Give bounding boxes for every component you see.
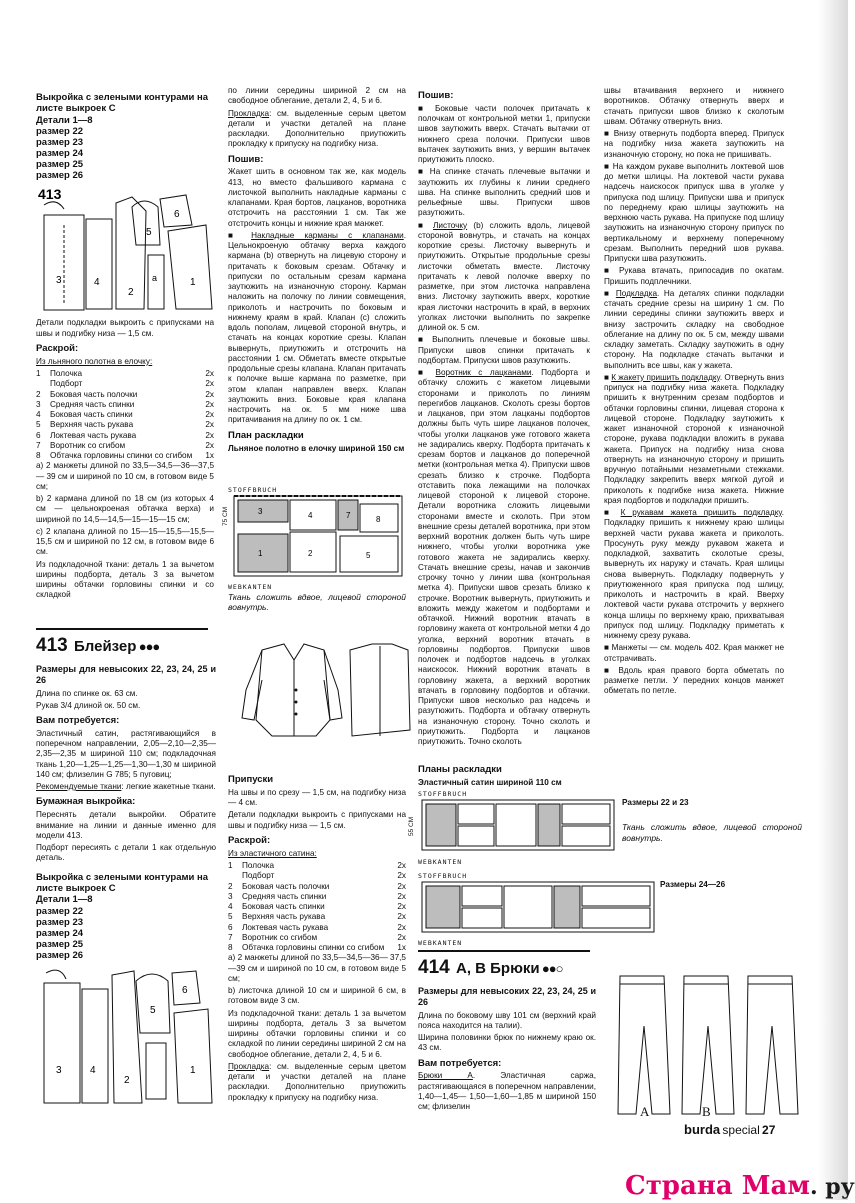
pattern-box-1 <box>36 92 214 181</box>
part-item: 4 Боковая часть спинки 2x <box>228 902 406 911</box>
svg-text:4: 4 <box>308 511 313 521</box>
pattern-pieces-figure-1 <box>36 185 214 315</box>
paper-pattern-text-2: Подборт пересиять с детали 1 как отдельную деталь. <box>36 843 216 863</box>
column-2 <box>228 86 406 456</box>
sewing-cont-4: ■ Рукава втачать, припосадив по окатам. Пришить подплечники. <box>604 266 784 286</box>
hem-width: Ширина половинки брюк по нижнему краю ок. 43 см. <box>418 1033 596 1053</box>
part-item: 3 Средняя часть спинки 2x <box>36 399 214 409</box>
paper-pattern-title: Бумажная выкройка: <box>36 796 136 808</box>
part-item: Подборт 2x <box>242 871 406 881</box>
layout-diagram-sizes-24-26 <box>418 880 658 936</box>
fold-label-2: STOFFBRUCH <box>418 871 468 880</box>
trousers-label-a: A <box>640 1104 650 1119</box>
extra-part-a: а) 2 манжеты длиной по 33,5—34,5—36— 37,5—39 см и шириной по 10 см, в готовом виде 5 см; <box>228 953 406 983</box>
recommended-fabrics: Рекомендуемые ткани: легкие жакетные ткани. <box>36 782 216 792</box>
cutting-fabric: Из льняного полотна в елочку: <box>36 356 153 366</box>
materials-title: Вам потребуется: <box>36 715 120 726</box>
part-item: 3 Средняя часть спинки 2x <box>228 891 406 901</box>
layout-diagram-sizes-22-23 <box>418 798 618 854</box>
size-row-25: размер 25 <box>36 159 84 171</box>
column-4 <box>604 86 784 699</box>
part-item: 2 Боковая часть полочки 2x <box>228 881 406 891</box>
layout-plans-title: Планы раскладки <box>418 764 502 775</box>
lining-continued: по линии середины шириной 2 см на свободное облегание, детали 2, 4, 5 и 6. <box>228 86 406 106</box>
page-number: 27 <box>762 1123 776 1137</box>
sewing-step-1: ■ Боковые части полочек притачать к полочкам от контрольной метки 1, припуски швов заутюжить вверх. Стачать вытачки от нижнего среза полочки. Припуски швов вытачек заутюжить вниз, у вершин вытачек приутюжить плоско. <box>418 103 590 165</box>
part-item: 1 Полочка 2x <box>228 861 406 870</box>
figure-number: 413 <box>38 186 62 203</box>
svg-text:5: 5 <box>150 1004 156 1016</box>
trousers-illustration <box>600 966 810 1126</box>
model-name: Блейзер <box>73 638 137 655</box>
svg-text:3: 3 <box>258 507 263 517</box>
allowances-title: Припуски <box>228 774 274 785</box>
pattern-box-details: Детали 1—8 <box>36 894 93 906</box>
part-item: 5 Верхняя часть рукава 2x <box>228 912 406 922</box>
selvage-label: WEBKANTEN <box>228 583 273 592</box>
column-1-lower <box>36 664 216 1116</box>
part-item: 5 Верхняя часть рукава 2x <box>36 420 214 430</box>
size-row-22: размер 22 <box>36 905 84 917</box>
difficulty-dots: ●●● <box>138 639 160 654</box>
interfacing-note: Прокладка: см. выделенные серым цветом детали и участки деталей на плане раскладки. Дополнительно приутюжить прокладку к припуску на подгибку низа. <box>228 108 406 149</box>
size-row-23: размер 23 <box>36 137 84 149</box>
cutting-title: Раскрой: <box>36 342 79 354</box>
svg-text:4: 4 <box>94 277 100 289</box>
sewing-cont-3: ■ На каждом рукаве выполнить локтевой шов до метки шлицы. На локтевой части рукава надсечь наискосок припуск шва в уголке у припуска под шлицу. Припуски шва и припуск по переднему краю шлицы заутюжить на верхнюю часть рукава. На припуске под шлицу заутюжить на изнаночную сторону припуск по вертикальному и верхнему поперечному срезам. Выполнить передний шов рукава. Припуски шва разутюжить. <box>604 161 784 263</box>
sewing-cont-6: ■ К жакету пришить подкладку. Отвернуть вниз припуск на подгибку низа жакета. Подкладку пришить к внутренним срезам подбортов и обтачки горловины спинки, лицевая сторона к лицевой стороне. Подкладку заутюжить к жакет изнаночной стороной к изнаночной стороне, рукава подкладки вложить в рукава жакета. Припуск на подгибку низа снова отвернуть на изнаночную сторону и пришить вручную потайными незаметными стежками. Подкладку закрепить вверх мягкой дугой и приколоть к подгибке низа жакета. Нижние края подбортов и подкладки пришить. <box>604 372 784 505</box>
svg-text:2: 2 <box>124 1074 130 1086</box>
pattern-pieces-figure-2 <box>36 963 216 1113</box>
model-number: 413 <box>36 635 68 656</box>
sewing-cont-2: ■ Внизу отвернуть подборта вперед. Припуск на подгибку низа жакета заутюжить на изнаночную сторону, но пока не пришивать. <box>604 129 784 159</box>
site-watermark: Страна Мам. ру <box>625 1171 855 1201</box>
interfacing-note-2: Прокладка: см. выделенные серым цветом детали и участки деталей на плане раскладки. Дополнительно приутюжить прокладку к припуску на подгибку низа. <box>228 1061 406 1102</box>
part-item: 6 Локтевая часть рукава 2x <box>228 922 406 932</box>
part-item: 4 Боковая часть спинки 2x <box>36 410 214 420</box>
extra-part-b: b) листочка длиной 10 см и шириной 6 см, в готовом виде 3 см. <box>228 986 406 1006</box>
size-row-23: размер 23 <box>36 916 84 928</box>
layout-plan-1 <box>222 486 406 615</box>
extra-part-c: с) 2 клапана длиной по 15—15—15,5—15,5— 15,5 см и шириной по 12 см, в готовом виде 6 см. <box>36 526 214 557</box>
sleeve-length: Рукав 3/4 длиной ок. 50 см. <box>36 700 141 710</box>
sewing-title: Пошив: <box>228 153 264 165</box>
selvage-label-2: WEBKANTEN <box>418 939 463 947</box>
pattern-box-title: Выкройка с зелеными контурами на листе выкроек С <box>36 92 209 115</box>
patch-pockets-step: ■ Накладные карманы с клапанами. Цельнокроеную обтачку верха каждого кармана (b) отвернуть на лицевую сторону и притачать к боковым срезам. Обтачку и припуски по остальным срезам кармана заутюжить на изнаночную сторону. Карман наложить на полочку по линии совмещения, приколоть и настрочить по боковым и нижнему краям в край. Клапан (с) сложить вдоль пополам, лицевой стороной внутрь, и стачать на концах короткие срезы. Клапан вывернуть, приутюжить и отстрочить на расстоянии 1 см. Обметать вместе открытые продольные срезы клапана. Клапан притачать к полочке выше кармана по разметке, при этом клапан направлен вверх. Клапан заутюжить вниз. Боковые края клапана настрочить на ок. 5 мм ниже шва притачивания на длину по ок. 1 см. <box>228 230 406 425</box>
model-sizes: Размеры для невысоких 22, 23, 24, 25 и 26 <box>418 986 596 1008</box>
model-414-header <box>418 950 596 980</box>
pattern-box-2 <box>36 872 216 961</box>
part-item: Подборт 2x <box>50 379 214 389</box>
selvage-label: WEBKANTEN <box>418 857 463 866</box>
size-row-26: размер 26 <box>36 949 84 961</box>
parts-list <box>36 369 214 461</box>
materials-title: Вам потребуется: <box>418 1057 502 1069</box>
part-item: 1 Полочка 2x <box>36 369 214 379</box>
svg-text:4: 4 <box>90 1064 96 1076</box>
svg-text:2: 2 <box>128 287 134 299</box>
sewing-step-2: ■ На спинке стачать плечевые вытачки и заутюжить их глубины к линии среднего шва. На спинке выполнить средний шов и рельефные швы. Припуски швов разутюжить. <box>418 167 590 218</box>
pattern-box-details: Детали 1—8 <box>36 114 93 126</box>
allowances-text: На швы и по срезу — 1,5 см, на подгибку низа — 4 см. <box>228 787 406 808</box>
model-name: А, В Брюки <box>455 960 540 977</box>
sewing-cont-7: ■ К рукавам жакета пришить подкладку. Подкладку пришить к нижнему краю шлицы верхней части рукава жакета и приколоть. Просунуть руку между рукавом жакета и подкладкой, захватить сколотые срезы, вывернуть их наружу и стачать. Края шлицы снова вывернуть. Подкладку подвернуть у приутюженного края припуска под шлицу, приколоть и настрочить в край. Вверху локтевой части рукава отстрочить у верхнего конца шлицы по верхнему краю, прихватывая припуск под шлицу. Подкладку приметать к нижнему срезу рукава. <box>604 508 784 640</box>
svg-text:6: 6 <box>174 209 180 221</box>
part-item: 7 Воротник со сгибом 2x <box>228 932 406 942</box>
sizes-24-26-note <box>660 880 800 892</box>
materials-text: Брюки А. Эластичная саржа, растягивающаяся в поперечном направлении, 1,40—1,45— 1,50—1,60—1,85 м шириной 150 см; флизелин <box>418 1071 597 1112</box>
svg-text:5: 5 <box>366 551 371 561</box>
page-edge-shadow <box>818 0 848 1200</box>
fold-label: STOFFBRUCH <box>228 486 278 494</box>
svg-text:5: 5 <box>146 227 152 239</box>
size-row-22: размер 22 <box>36 126 84 138</box>
cutting-fabric: Из эластичного сатина: <box>228 848 317 858</box>
layout-plans-2 <box>418 760 658 947</box>
sewing-step-4: ■ Выполнить плечевые и боковые швы. Припуски швов спинки притачать к подбортам. Припуски швов разутюжить. <box>418 335 590 365</box>
allowances-text-2: Детали подкладки выкроить с припусками на швы и подгибку низа — 1,5 см. <box>228 810 406 830</box>
svg-text:1: 1 <box>258 549 263 559</box>
column-1 <box>36 92 214 603</box>
svg-text:a: a <box>152 273 158 284</box>
layout-diagram-1 <box>228 494 406 580</box>
width-label: 75 CM <box>222 506 229 526</box>
sizes-24-26-label: Размеры 24—26 <box>660 880 726 889</box>
sewing-intro: Жакет шить в основном так же, как модель 413, но вместо фальшивого кармана с листочкой выполнить накладные карманы с клапанами. Края бортов, лацканов, воротника отстрочить на расстоянии 1 см. Так же отстрочить концы и нижние края манжет. <box>228 167 406 228</box>
size-row-25: размер 25 <box>36 938 84 950</box>
model-number: 414 <box>418 957 450 978</box>
svg-text:1: 1 <box>190 1064 196 1076</box>
width-label-55: 55 CM <box>408 816 415 836</box>
fold-label: STOFFBRUCH <box>418 790 468 799</box>
sizes-22-23-label: Размеры 22 и 23 <box>622 798 689 807</box>
size-row-24: размер 24 <box>36 927 84 939</box>
layout-plan-title: План раскладки <box>228 429 304 441</box>
sewing-step-5: ■ Воротник с лацканами. Подборта и обтачку сложить с жакетом лицевыми сторонами и приколоть по линиям перегибов лацканов. Сколоть срезы бортов и лацканов, при этом лацканы подбортов должны быть чуть шире лацканов полочек, чтобы уголки лацканов уже готового жакета не задирались кверху. Подборта притачать к срезам бортов и лацканов до поперечной метки (контрольная метка 4). Припуски швов срезать близко к строчке. Подборта отставить пока лежащими на полочках лицевой стороной к лицевой стороне. Детали воротника сложить лицевыми сторонами вместе и сколоть. При этом внешние срезы деталей воротника, при этом верхний воротник должен быть чуть шире нижнего, чтобы уголки воротника уже готового жакета не задирались кверху. Стачать внешние срезы, начав и закончив строчку точно у линии шва (контрольная метка 4). Припуски швов срезать близко к строчке. Воротник вывернуть, приутюжить и вложить между жакетом и подбортами и обтачкой. Нижний воротник втачать в горловину жакета от контрольной метки 4 до уголка, верхний воротник втачать в горловины подбортов. Припуски швов полочек и подбортов надсечь в уголках наискосок. Нижний воротник втачать в горловину жакета, а верхний воротник втачать в горловину подбортов и обтачки. Припуски швов несколько раз надсечь и разутюжить. Подборта и обтачку отвернуть на изнаночную сторону. Точно сколоть и приутюжить. Подборта и лацканов приутюжить. Точно сколоть <box>418 368 590 747</box>
svg-text:8: 8 <box>376 515 381 525</box>
sewing-title: Пошив: <box>418 90 454 101</box>
extra-part-b: b) 2 кармана длиной по 18 см (из которых 4 см — цельнокроеная обтачка верха) и шириной по 14,5—14,5—15—15—15 см; <box>36 494 214 524</box>
brand-logo: burda <box>684 1122 721 1137</box>
paper-pattern-text: Переснять детали выкройки. Обратите внимание на линии и данные именно для модели 413. <box>36 810 216 840</box>
part-item: 6 Локтевая часть рукава 2x <box>36 430 214 440</box>
page-footer <box>684 1122 775 1138</box>
part-item: 2 Боковая часть полочки 2x <box>36 389 214 399</box>
sewing-cont-5: ■ Подкладка. На деталях спинки подкладки стачать средние срезы на ширину 1 см. По линии середины спинки заутюжить вверх и внизу застрочить складку на свободное облегание на длину по ок. 5 см, между швами складку заметать. Складку заутюжить в одну сторону. На подкладке стачать вытачки и выполнить все швы, как у жакета. <box>604 288 784 370</box>
sewing-cont-9: ■ Вдоль края правого борта обметать по разметке петли. У передних концов манжет обметать по петле. <box>604 665 784 696</box>
part-item: 8 Обтачка горловины спинки со сгибом 1x <box>36 451 214 461</box>
column-3 <box>418 86 590 749</box>
size-row-24: размер 24 <box>36 148 84 160</box>
size-row-26: размер 26 <box>36 170 84 182</box>
difficulty-dots: ●●○ <box>541 961 563 976</box>
trousers-label-b: B <box>702 1104 711 1119</box>
layout-notes <box>622 798 802 846</box>
model-sizes: Размеры для невысоких 22, 23, 24, 25 и 26 <box>36 664 216 686</box>
back-length: Длина по спинке ок. 63 см. <box>36 688 138 698</box>
pattern-box-title: Выкройка с зелеными контурами на листе выкроек С <box>36 871 209 894</box>
layout-plans-fabric: Эластичный сатин шириной 110 см <box>418 777 562 787</box>
materials-text: Эластичный сатин, растягивающийся в поперечном направлении, 2,05—2,10—2,35— 2,35—2,35 м шириной 110 см; подкладочная ткань 1,20—1,25—1,25—1,30—1,30 м шириной 140 см; флизелин G 785; 5 пуговиц; <box>36 728 216 779</box>
layout-caption-2: Ткань сложить вдвое, лицевой стороной вовнутрь. <box>622 822 802 843</box>
column-3-lower <box>418 986 596 1114</box>
svg-text:3: 3 <box>56 275 62 287</box>
part-item: 7 Воротник со сгибом 2x <box>36 440 214 450</box>
extra-part-a: а) 2 манжеты длиной по 33,5—34,5—36—37,5— 39 см и шириной по 10 см, в готовом виде 5 см; <box>36 461 214 491</box>
lining-fabric-note: Из подкладочной ткани: деталь 1 за вычетом ширины подборта, деталь 3 за вычетом ширины обтачки горловины спинки и со складкой <box>36 559 214 600</box>
svg-text:7: 7 <box>346 511 351 521</box>
sewing-cont-8: ■ Манжеты — см. модель 402. Края манжет не отстрачивать. <box>604 643 784 663</box>
cutting-title: Раскрой: <box>228 834 271 846</box>
svg-text:1: 1 <box>190 277 196 289</box>
lining-note: Детали подкладки выкроить с припусками на швы и подгибку низа — 1,5 см. <box>36 318 214 338</box>
lining-fabric-note: Из подкладочной ткани: деталь 1 за вычетом ширины подборта, деталь 3 за вычетом ширины обтачки горловины спинки и со складкой по линии середины шириной 2 см на свободное облегание, детали 2, 4, 5 и 6. <box>228 1008 406 1059</box>
part-item: 8 Обтачка горловины спинки со сгибом 1x <box>228 943 406 952</box>
svg-text:3: 3 <box>56 1064 62 1076</box>
model-413-header <box>36 628 216 658</box>
sewing-step-3: ■ Листочку (b) сложить вдоль, лицевой стороной вовнутрь, и стачать на концах короткие срезы. Листочку вывернуть и приутюжить. Открытые продольные срезы листочки обметать вместе. Листочку притачать к левой полочке вверху по разметке, при этом листочка направлена вниз. Листочку заутюжить вверх, короткие края листочки настрочить в край, в верхних уголках листочки выполнить по закрепке длиной ок. 5 см. <box>418 220 590 333</box>
brand-special: special <box>722 1123 760 1137</box>
side-length: Длина по боковому шву 101 см (верхний край пояса находится на талии). <box>418 1010 596 1030</box>
parts-list <box>228 861 406 953</box>
svg-text:2: 2 <box>308 549 313 559</box>
sewing-cont-1: швы втачивания верхнего и нижнего воротников. Обтачку отвернуть вверх и стачать припуски швов близко к сколотым швам. Обтачку отвернуть вниз. <box>604 86 784 126</box>
layout-caption: Ткань сложить вдвое, лицевой стороной вовнутрь. <box>228 591 406 613</box>
column-2-lower <box>228 770 406 1105</box>
layout-plan-fabric: Льняное полотно в елочку шириной 150 см <box>228 443 405 453</box>
svg-text:6: 6 <box>182 984 188 996</box>
blazer-illustration <box>232 640 410 750</box>
